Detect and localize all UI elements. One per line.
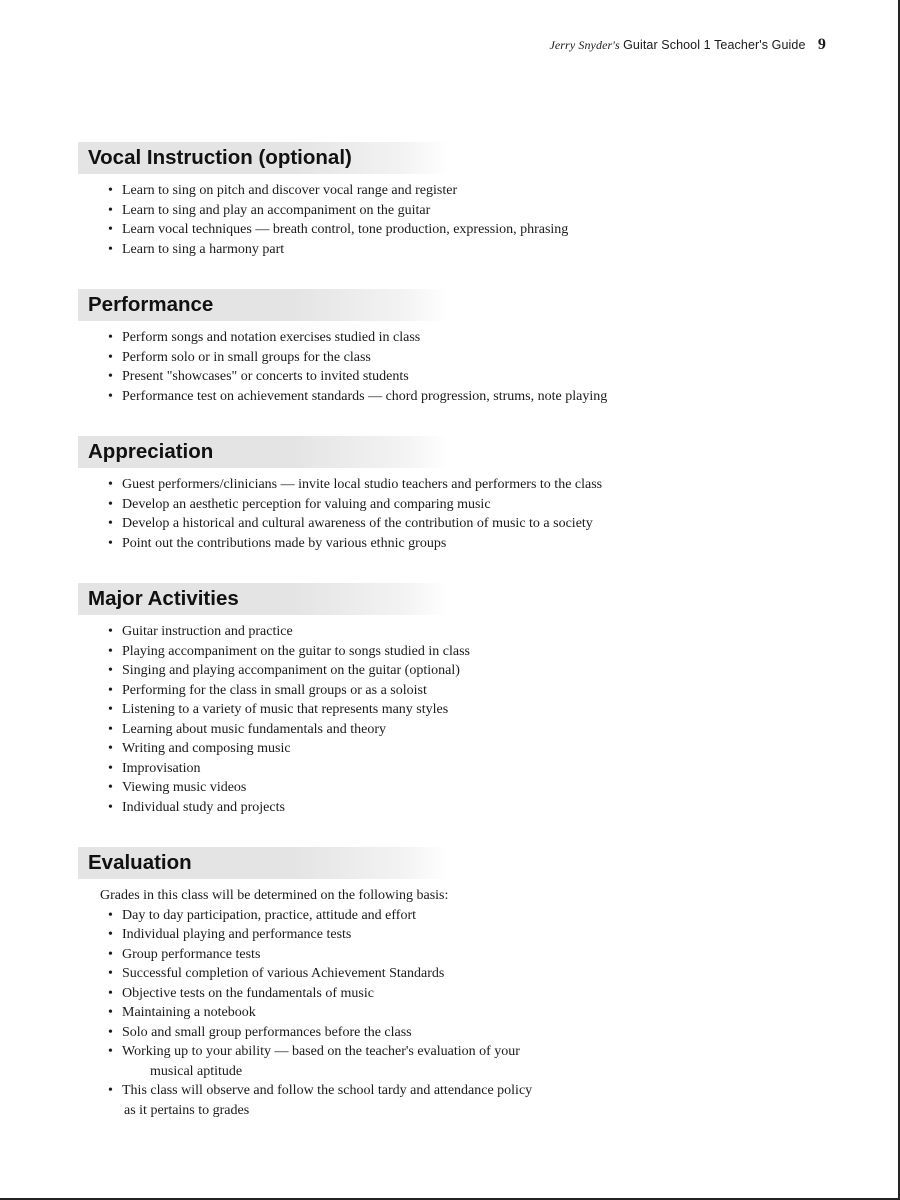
- section-heading: Appreciation: [78, 436, 448, 468]
- list-item: • Learn to sing and play an accompaniment on the guitar: [108, 201, 758, 221]
- list-item: • Develop an aesthetic perception for valuing and comparing music: [108, 495, 758, 515]
- list-item: • Guest performers/clinicians — invite local studio teachers and performers to the class: [108, 475, 758, 495]
- list-item: • Performing for the class in small groups or as a soloist: [108, 681, 758, 701]
- list-item: • Learn to sing on pitch and discover vocal range and register: [108, 181, 758, 201]
- section-heading: Evaluation: [78, 847, 448, 879]
- list-item: • Point out the contributions made by various ethnic groups: [108, 534, 758, 554]
- list-item: • Learn to sing a harmony part: [108, 240, 758, 260]
- list-item: • Viewing music videos: [108, 778, 758, 798]
- list-item: • Day to day participation, practice, attitude and effort: [108, 906, 758, 926]
- list-item: • Group performance tests: [108, 945, 758, 965]
- section-vocal-instruction: [78, 142, 758, 259]
- list-item-line: • Working up to your ability — based on the teacher's evaluation of your: [122, 1044, 520, 1059]
- list-item-continuation: as it pertains to grades: [124, 1102, 250, 1118]
- page-number: 9: [817, 36, 826, 53]
- list-item: • Guitar instruction and practice: [108, 622, 758, 642]
- list-item: • Singing and playing accompaniment on the guitar (optional): [108, 661, 758, 681]
- list-item: • Listening to a variety of music that represents many styles: [108, 700, 758, 720]
- list-item: • Improvisation: [108, 759, 758, 779]
- bullet-list: [78, 475, 758, 553]
- list-item: • Solo and small group performances before the class: [108, 1023, 758, 1043]
- evaluation-intro: Grades in this class will be determined on the following basis:: [100, 888, 449, 903]
- running-header: [549, 36, 826, 54]
- bullet-list: [78, 181, 758, 259]
- list-item: • Develop a historical and cultural awareness of the contribution of music to a society: [108, 514, 758, 534]
- list-item: • Maintaining a notebook: [108, 1003, 758, 1023]
- section-heading: Vocal Instruction (optional): [78, 142, 448, 174]
- list-item: • Perform solo or in small groups for the class: [108, 348, 758, 368]
- list-item-ability: [108, 1042, 758, 1081]
- list-item: • Writing and composing music: [108, 739, 758, 759]
- list-item: • Objective tests on the fundamentals of music: [108, 984, 758, 1004]
- section-major-activities: [78, 583, 758, 817]
- list-item: • Learning about music fundamentals and theory: [108, 720, 758, 740]
- list-item-line: • This class will observe and follow the school tardy and attendance policy: [122, 1083, 533, 1098]
- bullet-list: [78, 906, 758, 1121]
- section-appreciation: [78, 436, 758, 553]
- header-title: Guitar School 1 Teacher's Guide: [623, 38, 806, 52]
- list-item: • Individual study and projects: [108, 798, 758, 818]
- list-item-continuation: musical aptitude: [150, 1063, 243, 1079]
- list-item: • Individual playing and performance tests: [108, 925, 758, 945]
- bullet-list: [78, 622, 758, 817]
- list-item: • Perform songs and notation exercises studied in class: [108, 328, 758, 348]
- list-item: • Successful completion of various Achievement Standards: [108, 964, 758, 984]
- section-heading: Major Activities: [78, 583, 448, 615]
- section-evaluation: [78, 847, 758, 1120]
- section-performance: [78, 289, 758, 406]
- list-item: • Playing accompaniment on the guitar to songs studied in class: [108, 642, 758, 662]
- bullet-list: [78, 328, 758, 406]
- list-item-tardy: [108, 1081, 758, 1120]
- list-item: • Learn vocal techniques — breath control, tone production, expression, phrasing: [108, 220, 758, 240]
- header-author: Jerry Snyder's: [549, 38, 620, 52]
- section-heading: Performance: [78, 289, 448, 321]
- list-item: • Performance test on achievement standards — chord progression, strums, note playing: [108, 387, 758, 407]
- list-item: • Present "showcases" or concerts to invited students: [108, 367, 758, 387]
